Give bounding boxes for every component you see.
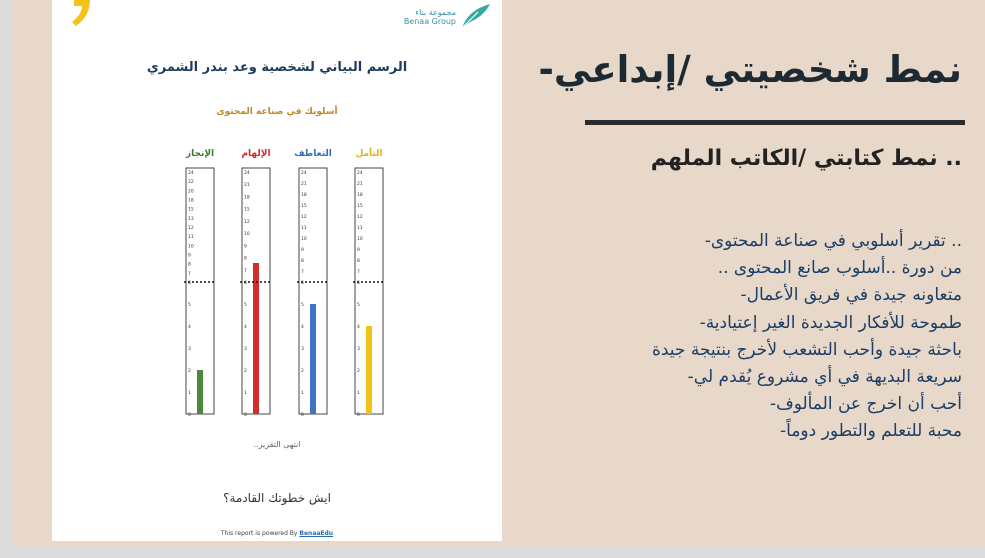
powered-link[interactable]: BenaaEdu <box>299 530 334 537</box>
tick-label: 6 <box>301 281 304 286</box>
feather-icon <box>458 2 492 30</box>
value-bar <box>253 263 259 414</box>
trait-item: .. تقرير أسلوبي في صناعة المحتوى- <box>704 231 962 251</box>
tick-label: 2 <box>357 369 360 374</box>
tick-label: 11 <box>301 226 307 231</box>
tick-label: 18 <box>244 195 250 201</box>
category-label: الإلهام <box>241 149 271 159</box>
value-bar <box>366 326 372 414</box>
tick-label: 12 <box>244 219 250 225</box>
tick-label: 13 <box>188 216 194 222</box>
tick-label: 9 <box>301 248 304 253</box>
tick-label: 6 <box>357 281 360 286</box>
tick-label: 18 <box>357 193 363 198</box>
tick-label: 5 <box>244 303 247 308</box>
tick-label: 5 <box>301 303 304 308</box>
tick-label: 2 <box>244 369 247 374</box>
tick-label: 10 <box>357 237 363 242</box>
tick-label: 9 <box>188 253 191 259</box>
tick-label: 18 <box>188 198 194 204</box>
tick-label: 8 <box>301 259 304 264</box>
personality-bar-chart <box>52 140 502 425</box>
tick-label: 1 <box>357 391 360 396</box>
brand-name-ar: مجموعة بناء <box>415 8 456 17</box>
trait-item: محبة للتعلم والتطور دوماً- <box>780 421 962 442</box>
tick-label: 4 <box>357 325 360 330</box>
report-title: الرسم البياني لشخصية وعد بندر الشمري <box>146 60 408 75</box>
tick-label: 1 <box>301 391 304 396</box>
tick-label: 12 <box>188 226 194 231</box>
tick-label: 0 <box>357 413 360 418</box>
trait-item: سريعة البديهة في أي مشروع يُقدم لي- <box>687 367 962 388</box>
tick-label: 11 <box>357 226 363 231</box>
tick-label: 0 <box>244 413 247 418</box>
heading-underline <box>585 120 965 125</box>
tick-label: 2 <box>188 369 191 374</box>
report-subtitle: أسلوبك في صناعة المحتوى <box>216 107 338 117</box>
tick-label: 6 <box>188 281 191 286</box>
category-label: الإنجاز <box>185 149 215 159</box>
tick-label: 4 <box>301 325 304 330</box>
tick-label: 24 <box>301 171 307 176</box>
tick-label: 15 <box>188 207 194 213</box>
tick-label: 22 <box>188 180 194 186</box>
logo-mark-icon <box>70 0 96 28</box>
tick-label: 21 <box>357 182 363 187</box>
tick-label: 3 <box>357 347 360 352</box>
brand-logo <box>402 2 492 28</box>
tick-label: 24 <box>188 171 194 176</box>
value-bar <box>310 304 316 414</box>
tick-label: 4 <box>244 325 247 330</box>
slide-subheading: .. نمط كتابتي /الكاتب الملهم <box>650 146 962 171</box>
powered-prefix: This report is powered By <box>220 530 298 537</box>
slide-heading: نمط شخصيتي /إبداعي- <box>538 48 962 91</box>
tick-label: 7 <box>357 270 360 275</box>
next-step-question: ايش خطوتك القادمة؟ <box>223 491 331 505</box>
report-page <box>52 0 502 541</box>
category-label: التعاطف <box>294 149 332 159</box>
tick-label: 7 <box>301 270 304 275</box>
category-label: التأمل <box>355 149 383 159</box>
trait-item: طموحة للأفكار الجديدة الغير إعتيادية- <box>699 312 962 333</box>
tick-label: 15 <box>357 204 363 209</box>
tick-label: 3 <box>188 347 191 352</box>
tick-label: 11 <box>188 235 194 241</box>
tick-label: 5 <box>188 303 191 308</box>
screen-left-border <box>0 0 14 558</box>
tick-label: 12 <box>357 215 363 220</box>
tick-label: 10 <box>301 237 307 242</box>
tick-label: 1 <box>188 391 191 396</box>
screen-bottom-border <box>0 545 985 558</box>
tick-label: 3 <box>301 347 304 352</box>
trait-item: أحب أن اخرج عن المألوف- <box>769 394 962 415</box>
tick-label: 8 <box>188 262 191 268</box>
tick-label: 3 <box>244 347 247 352</box>
tick-label: 4 <box>188 325 191 330</box>
tick-label: 10 <box>188 244 194 250</box>
trait-item: باحثة جيدة وأحب التشعب لأخرج بنتيجة جيدة <box>651 339 962 360</box>
tick-label: 1 <box>244 391 247 396</box>
tick-label: 12 <box>301 215 307 220</box>
value-bar <box>197 370 203 414</box>
tick-label: 0 <box>301 413 304 418</box>
tick-label: 9 <box>244 244 247 250</box>
tick-label: 20 <box>188 189 194 195</box>
tick-label: 10 <box>244 232 250 238</box>
tick-label: 24 <box>244 171 250 176</box>
tick-label: 8 <box>357 259 360 264</box>
tick-label: 24 <box>357 171 363 176</box>
tick-label: 15 <box>244 207 250 213</box>
tick-label: 9 <box>357 248 360 253</box>
report-end-note: انتهى التقرير.. <box>253 440 301 449</box>
tick-label: 8 <box>244 256 247 262</box>
trait-item: من دورة ..أسلوب صانع المحتوى .. <box>717 258 962 279</box>
tick-label: 7 <box>188 271 191 277</box>
tick-label: 0 <box>188 413 191 418</box>
tick-label: 21 <box>301 182 307 187</box>
tick-label: 6 <box>244 281 247 286</box>
traits-list <box>562 228 962 446</box>
tick-label: 21 <box>244 183 250 189</box>
trait-item: متعاونه جيدة في فريق الأعمال- <box>740 285 962 306</box>
tick-label: 15 <box>301 204 307 209</box>
tick-label: 2 <box>301 369 304 374</box>
tick-label: 18 <box>301 193 307 198</box>
tick-label: 5 <box>357 303 360 308</box>
tick-label: 7 <box>244 268 247 274</box>
brand-name-en: Benaa Group <box>403 17 456 26</box>
powered-by <box>52 530 502 537</box>
